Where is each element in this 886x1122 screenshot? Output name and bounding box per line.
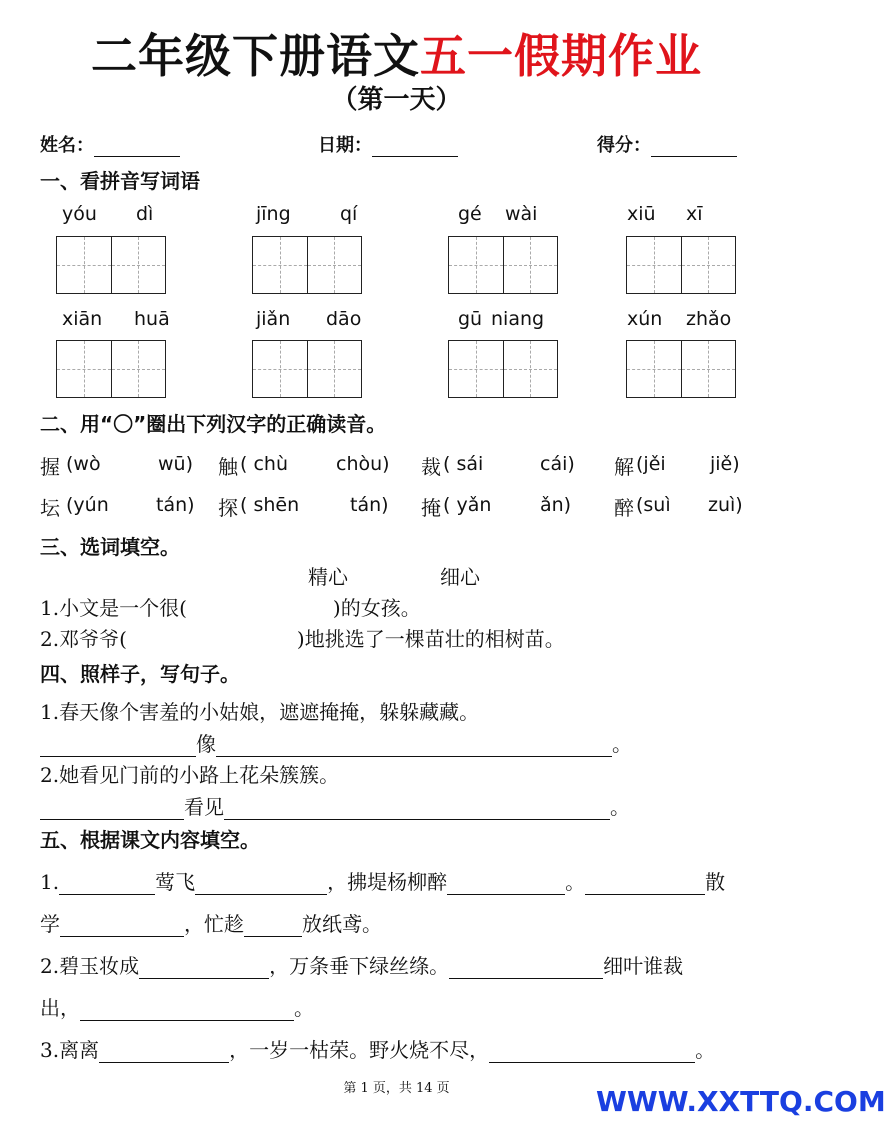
score-blank[interactable] (651, 136, 737, 157)
writing-grid[interactable] (626, 236, 736, 294)
reading-option[interactable]: ( shēn (240, 494, 300, 516)
score-label: 得分： (597, 135, 651, 156)
writing-grid[interactable] (448, 236, 558, 294)
name-field[interactable] (40, 131, 180, 157)
answer-blank[interactable] (585, 872, 705, 895)
hanzi: 坛 (40, 496, 60, 520)
poem-line: 学 ，忙趁 放纸鸢。 (40, 912, 382, 936)
word-option: 细心 (440, 565, 480, 589)
pinyin: niang (491, 308, 545, 330)
name-blank[interactable] (94, 136, 180, 157)
pinyin: wài (505, 203, 538, 225)
reading-option[interactable]: ( sái (443, 453, 484, 475)
score-field[interactable] (597, 131, 737, 157)
answer-blank[interactable] (224, 797, 610, 820)
hanzi: 握 (40, 455, 60, 479)
pinyin: xī (686, 203, 703, 225)
hanzi: 裁 (421, 455, 441, 479)
reading-option[interactable]: jiě) (710, 453, 740, 475)
poem-line: 1. 莺飞 ，拂堤杨柳醉 。 散 (40, 870, 726, 894)
page-subtitle: （第一天） (331, 85, 462, 115)
hanzi: 触 (218, 455, 238, 479)
section2-heading: 二、用“〇”圈出下列汉字的正确读音。 (40, 412, 387, 436)
section3-heading: 三、选词填空。 (40, 535, 180, 559)
pinyin: qí (340, 203, 358, 225)
fill-sentence: 像 。 (40, 728, 632, 757)
title-red: 五一假期作业 (420, 29, 702, 83)
reading-option[interactable]: ( yǎn (443, 494, 492, 516)
writing-grid[interactable] (56, 236, 166, 294)
pinyin: jiǎn (256, 308, 291, 330)
answer-blank[interactable] (60, 914, 184, 937)
answer-blank[interactable] (244, 914, 302, 937)
writing-grid[interactable] (252, 340, 362, 398)
pinyin: gū (458, 308, 483, 330)
pinyin: dāo (326, 308, 362, 330)
poem-line: 3.离离 ，一岁一枯荣。野火烧不尽， 。 (40, 1038, 716, 1062)
date-blank[interactable] (372, 136, 458, 157)
date-label: 日期： (318, 135, 372, 156)
reading-option[interactable]: tán) (156, 494, 195, 516)
question-text: 1.小文是一个很( )的女孩。 (40, 596, 421, 620)
reading-option[interactable]: (jěi (636, 453, 666, 475)
answer-blank[interactable] (447, 872, 565, 895)
pinyin: huā (134, 308, 170, 330)
pinyin: xiū (627, 203, 656, 225)
pinyin: xún (627, 308, 663, 330)
reading-option[interactable]: (suì (636, 494, 671, 516)
reading-option[interactable]: wū) (158, 453, 193, 475)
answer-blank[interactable] (449, 956, 603, 979)
reading-option[interactable]: (yún (66, 494, 109, 516)
reading-option[interactable]: ( chù (240, 453, 288, 475)
reading-option[interactable]: cái) (540, 453, 575, 475)
pinyin: jīng (256, 203, 291, 225)
answer-blank[interactable] (195, 872, 327, 895)
answer-blank[interactable] (139, 956, 269, 979)
hanzi: 解 (614, 455, 634, 479)
hanzi: 探 (218, 496, 238, 520)
page-title (0, 28, 793, 84)
pinyin: dì (136, 203, 154, 225)
pinyin: gé (458, 203, 482, 225)
title-black: 二年级下册语文 (91, 29, 420, 83)
answer-blank[interactable] (489, 1040, 695, 1063)
answer-blank[interactable] (80, 998, 294, 1021)
answer-blank[interactable] (59, 872, 155, 895)
answer-blank[interactable] (216, 734, 612, 757)
reading-option[interactable]: (wò (66, 453, 101, 475)
reading-option[interactable]: zuì) (708, 494, 743, 516)
hanzi: 醉 (614, 496, 634, 520)
question-text: 2.邓爷爷( )地挑选了一棵苗壮的相树苗。 (40, 627, 565, 651)
pinyin: yóu (62, 203, 97, 225)
watermark: WWW.XXTTQ.COM (596, 1085, 886, 1118)
date-field[interactable] (318, 131, 458, 157)
pinyin: xiān (62, 308, 103, 330)
writing-grid[interactable] (252, 236, 362, 294)
answer-blank[interactable] (40, 734, 196, 757)
section4-heading: 四、照样子，写句子。 (40, 662, 240, 686)
name-label: 姓名： (40, 135, 94, 156)
reading-option[interactable]: ǎn) (540, 494, 572, 516)
example-sentence: 1.春天像个害羞的小姑娘，遮遮掩掩，躲躲藏藏。 (40, 700, 480, 724)
poem-line: 出， 。 (40, 996, 314, 1020)
answer-blank[interactable] (40, 797, 184, 820)
poem-line: 2.碧玉妆成 ，万条垂下绿丝绦。 细叶谁裁 (40, 954, 684, 978)
reading-option[interactable]: chòu) (336, 453, 390, 475)
section5-heading: 五、根据课文内容填空。 (40, 828, 260, 852)
reading-option[interactable]: tán) (350, 494, 389, 516)
word-option: 精心 (308, 565, 348, 589)
writing-grid[interactable] (448, 340, 558, 398)
answer-blank[interactable] (99, 1040, 229, 1063)
pinyin: zhǎo (686, 308, 732, 330)
example-sentence: 2.她看见门前的小路上花朵簇簇。 (40, 763, 340, 787)
hanzi: 掩 (421, 496, 441, 520)
section1-heading: 一、看拼音写词语 (40, 169, 200, 193)
writing-grid[interactable] (626, 340, 736, 398)
fill-sentence: 看见 。 (40, 791, 630, 820)
page-number: 第 1 页，共 14 页 (343, 1081, 450, 1096)
writing-grid[interactable] (56, 340, 166, 398)
